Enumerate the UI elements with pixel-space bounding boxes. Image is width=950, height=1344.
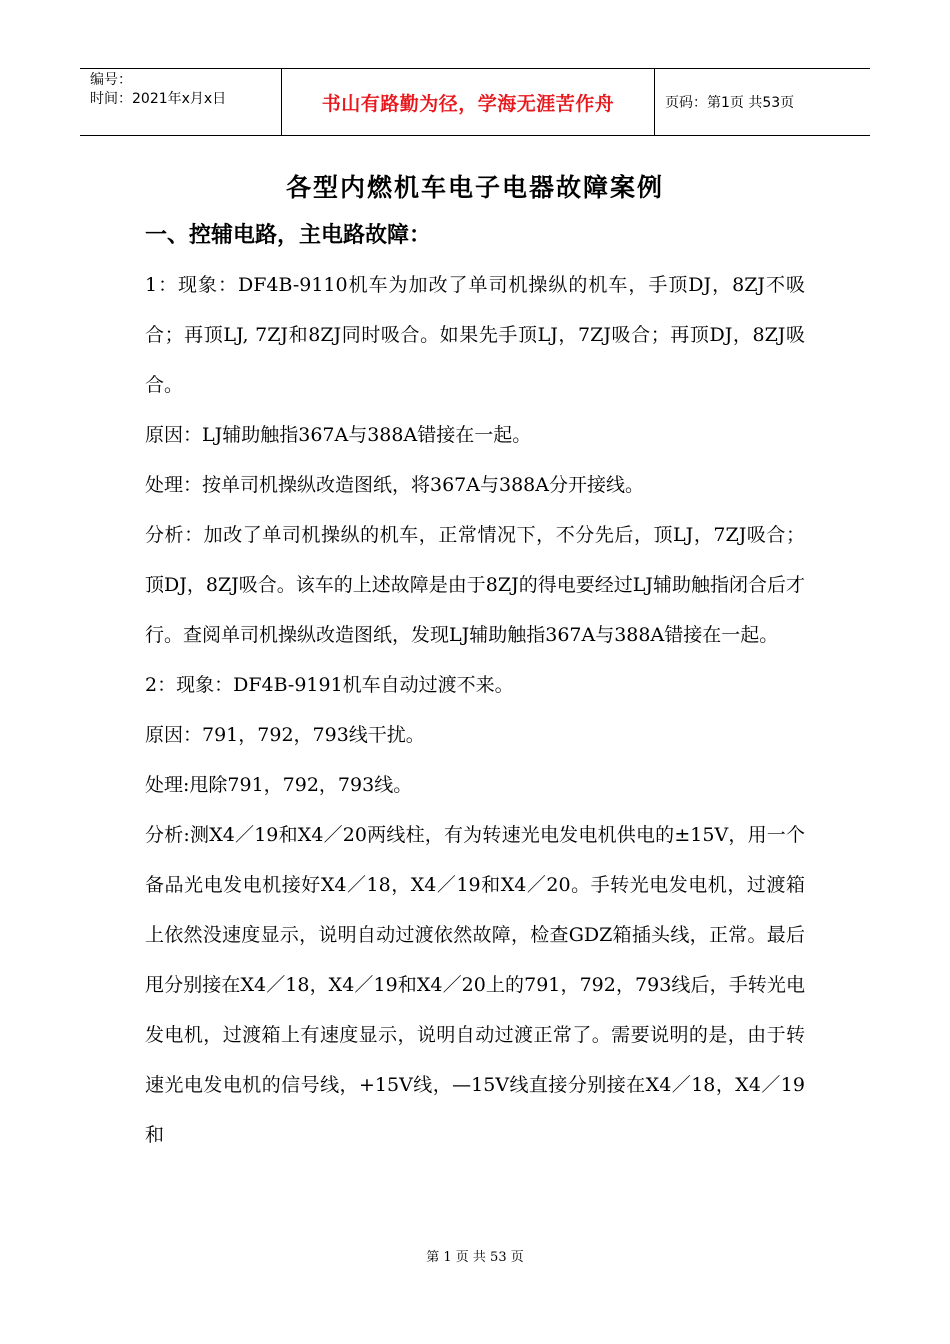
paragraph: 1：现象：DF4B-9110机车为加改了单司机操纵的机车，手顶DJ，8ZJ不吸合；再顶LJ, 7ZJ和8ZJ同时吸合。如果先手顶LJ，7ZJ吸合；再顶DJ，8ZJ吸合。 <box>145 274 805 396</box>
section-heading: 一、控辅电路，主电路故障： <box>145 223 432 248</box>
header-table <box>80 68 870 136</box>
number-label: 编号： <box>90 72 132 88</box>
date-label: 时间：2021年x月x日 <box>90 91 227 107</box>
motto-text: 书山有路勤为径，学海无涯苦作舟 <box>321 92 615 115</box>
page-footer: 第 1 页 共 53 页 <box>426 1250 524 1265</box>
document-body <box>145 260 805 1160</box>
header-motto-cell <box>281 69 655 135</box>
paragraph: 处理：按单司机操纵改造图纸，将367A与388A分开接线。 <box>145 474 644 496</box>
paragraph: 2：现象：DF4B-9191机车自动过渡不来。 <box>145 674 514 696</box>
document-title: 各型内燃机车电子电器故障案例 <box>285 173 664 202</box>
page-info: 页码：第1页 共53页 <box>665 95 795 111</box>
paragraph: 分析:测X4／19和X4／20两线柱，有为转速光电发电机供电的±15V，用一个备品光电发电机接好X4／18，X4／19和X4／20。手转光电发电机，过渡箱上依然没速度显示，说明自动过渡依然故障，检查GDZ箱插头线，正常。最后甩分别接在X4／18，X4／19和X4／20上的791，792，793线后，手转光电发电机，过渡箱上有速度显示，说明自动过渡正常了。需要说明的是，由于转速光电发电机的信号线，+15V线，—15V线直接分别接在X4／18，X4／19和 <box>145 824 805 1146</box>
paragraph: 分析：加改了单司机操纵的机车，正常情况下，不分先后，顶LJ，7ZJ吸合；顶DJ，8ZJ吸合。该车的上述故障是由于8ZJ的得电要经过LJ辅助触指闭合后才行。查阅单司机操纵改造图纸，发现LJ辅助触指367A与388A错接在一起。 <box>145 524 805 646</box>
header-page-cell <box>655 69 870 135</box>
paragraph: 原因：791，792，793线干扰。 <box>145 724 425 746</box>
paragraph: 原因：LJ辅助触指367A与388A错接在一起。 <box>145 424 532 446</box>
paragraph: 处理:甩除791，792，793线。 <box>145 774 413 796</box>
header-meta-cell <box>80 69 281 135</box>
